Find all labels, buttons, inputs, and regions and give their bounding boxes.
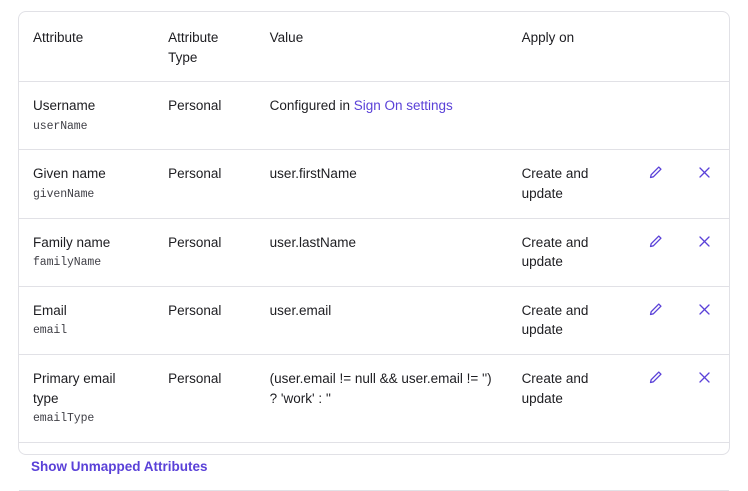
cell-attribute-type: Personal xyxy=(168,234,222,250)
attribute-code: email xyxy=(33,324,68,338)
cell-edit xyxy=(631,355,680,443)
cell-value xyxy=(258,82,510,150)
close-icon[interactable] xyxy=(695,165,715,185)
cell-apply-on: Create and update xyxy=(521,371,589,406)
pencil-icon[interactable] xyxy=(646,302,666,322)
attribute-mappings-table xyxy=(19,12,729,491)
attribute-code: familyName xyxy=(33,256,102,270)
cell-apply-on: Create and update xyxy=(521,166,589,201)
attribute-name: Primary email type xyxy=(33,371,116,406)
close-icon[interactable] xyxy=(695,234,715,254)
close-icon[interactable] xyxy=(695,370,715,390)
cell-delete xyxy=(680,355,729,443)
attribute-name: Username xyxy=(33,98,96,114)
column-header-edit xyxy=(631,12,680,82)
attribute-name: Family name xyxy=(33,234,111,250)
value-prefix-text: Configured in xyxy=(269,98,354,114)
cell-value: user.firstName xyxy=(269,166,357,182)
cell-attribute xyxy=(19,355,156,443)
column-header-delete xyxy=(680,12,729,82)
cell-attribute-type: Personal xyxy=(168,166,222,182)
cell-attribute-type: Personal xyxy=(168,371,222,387)
table-row xyxy=(19,286,729,354)
column-header-attribute: Attribute xyxy=(33,30,84,45)
cell-value: user.email xyxy=(269,302,332,318)
cell-edit xyxy=(631,150,680,218)
sign-on-settings-link[interactable]: Sign On settings xyxy=(353,98,453,114)
pencil-icon[interactable] xyxy=(646,234,666,254)
cell-value: user.lastName xyxy=(269,234,356,250)
table-row xyxy=(19,150,729,218)
cell-apply-on: Create and update xyxy=(521,302,589,338)
cell-apply-on: Create and update xyxy=(521,234,589,270)
cell-value: (user.email != null && user.email != '') ? 'work' : '' xyxy=(269,371,492,406)
table-body xyxy=(19,82,729,491)
cell-delete xyxy=(680,150,729,218)
attribute-code: emailType xyxy=(33,412,95,426)
cell-edit xyxy=(631,218,680,286)
table-header xyxy=(19,12,729,82)
close-icon[interactable] xyxy=(695,302,715,322)
attribute-name: Given name xyxy=(33,166,106,182)
cell-attribute xyxy=(19,150,156,218)
cell-attribute-type: Personal xyxy=(168,98,222,114)
table-row xyxy=(19,218,729,286)
cell-edit xyxy=(631,82,680,150)
cell-apply-on xyxy=(510,82,632,150)
table-row xyxy=(19,355,729,443)
table-footer-row xyxy=(19,442,729,491)
show-unmapped-attributes-link[interactable]: Show Unmapped Attributes xyxy=(31,458,208,474)
attribute-name: Email xyxy=(33,302,67,318)
column-header-attribute-type: Attribute Type xyxy=(168,30,219,65)
cell-attribute xyxy=(19,82,156,150)
column-header-value: Value xyxy=(269,30,304,45)
cell-delete xyxy=(680,218,729,286)
table-header-row xyxy=(19,12,729,82)
cell-edit xyxy=(631,286,680,354)
cell-attribute xyxy=(19,286,156,354)
pencil-icon[interactable] xyxy=(646,165,666,185)
cell-footer xyxy=(19,442,729,491)
cell-attribute xyxy=(19,218,156,286)
cell-delete xyxy=(680,286,729,354)
cell-delete xyxy=(680,82,729,150)
table-row xyxy=(19,82,729,150)
column-header-apply-on: Apply on xyxy=(521,30,575,45)
attribute-mappings-card xyxy=(18,11,730,474)
pencil-icon[interactable] xyxy=(646,370,666,390)
attribute-code: givenName xyxy=(33,187,95,201)
attribute-code: userName xyxy=(33,119,88,133)
cell-attribute-type: Personal xyxy=(168,302,222,318)
